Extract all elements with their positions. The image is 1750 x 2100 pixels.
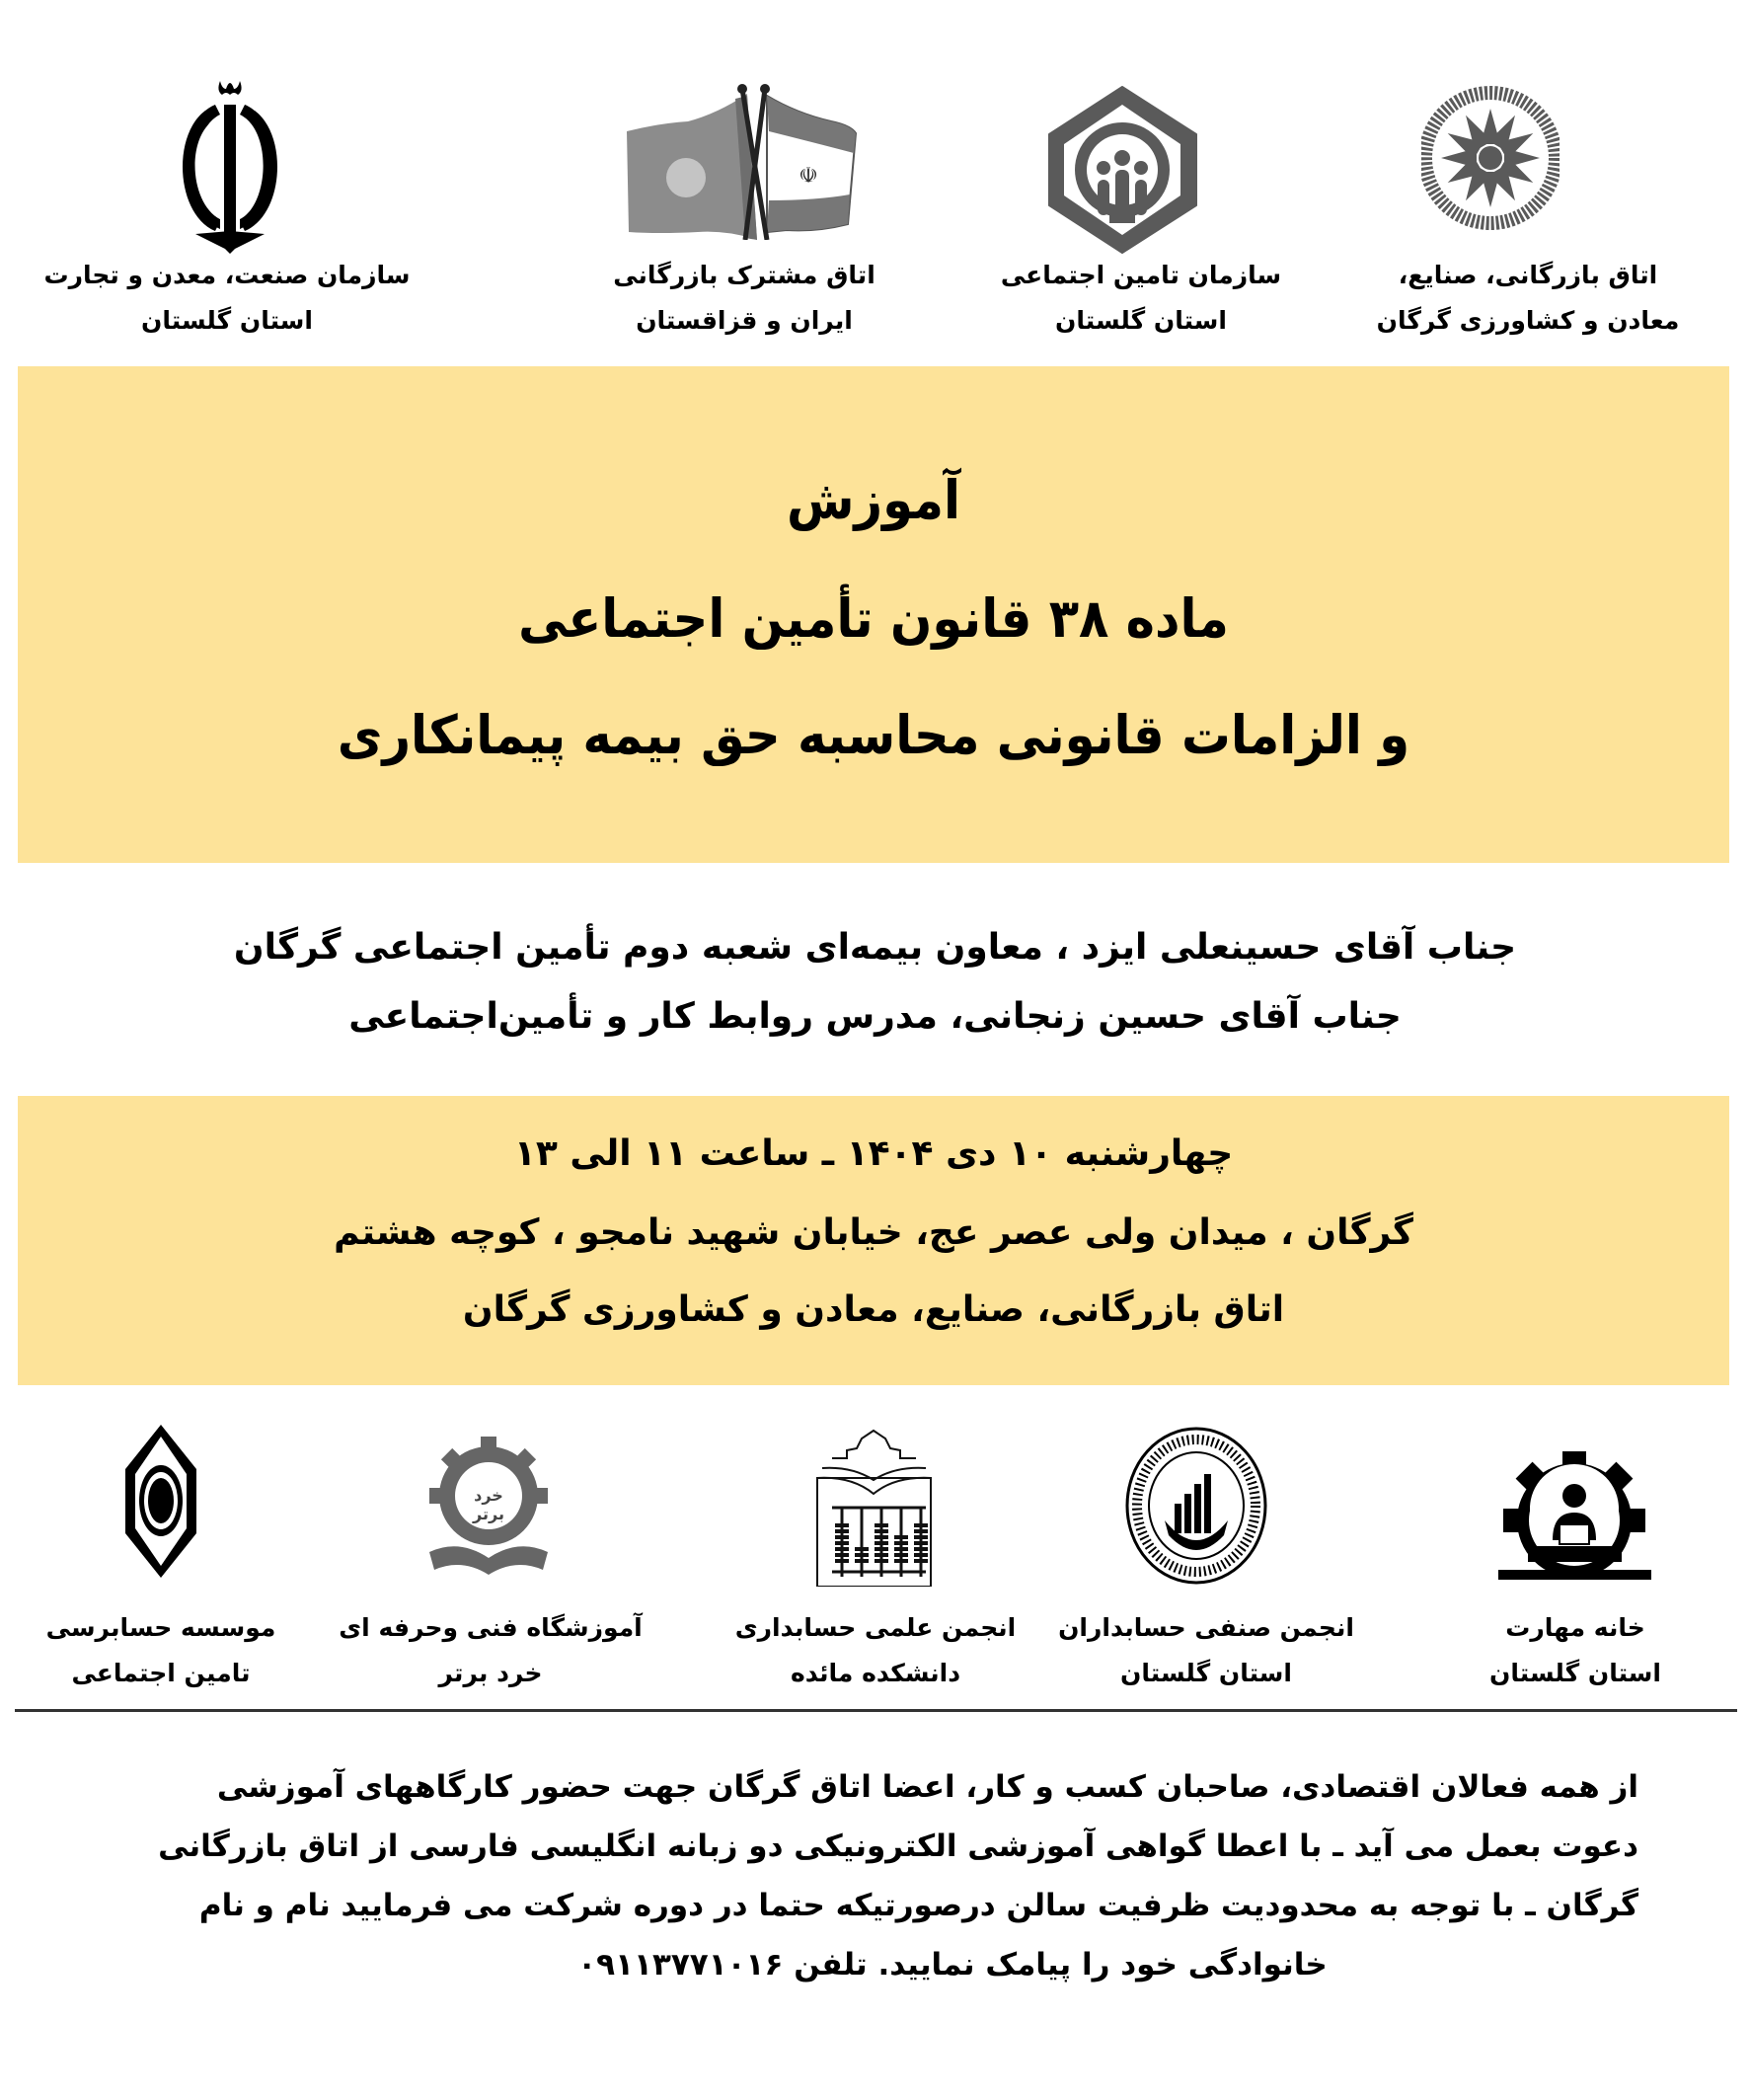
svg-text:☫: ☫ [799, 164, 818, 189]
caption-line: استان گلستان [1489, 1659, 1661, 1687]
event-address: گرگان ، میدان ولی عصر عج، خیابان شهید نامجو ، کوچه هشتم [334, 1212, 1413, 1253]
speaker-2: جناب آقای حسین زنجانی، مدرس روابط کار و تأمین‌اجتماعی [348, 996, 1402, 1037]
caption-line: خرد برتر [438, 1659, 543, 1687]
caption-line: آموزشگاه فنی وحرفه ای [339, 1613, 643, 1642]
title-line-2: ماده ۳۸ قانون تأمین اجتماعی [518, 587, 1229, 650]
iran-emblem-icon [176, 81, 284, 254]
caption-line: استان گلستان [1055, 306, 1227, 335]
event-venue: اتاق بازرگانی، صنایع، معادن و کشاورزی گرگان [462, 1289, 1285, 1330]
accountants-association-seal-icon [1125, 1427, 1268, 1585]
top-logo-caption-2 [613, 253, 875, 344]
audit-institute-logo-icon [121, 1425, 200, 1578]
event-datetime: چهارشنبه ۱۰ دی ۱۴۰۴ ـ ساعت ۱۱ الی ۱۳ [513, 1133, 1234, 1174]
caption-line: موسسه حسابرسی [45, 1613, 276, 1642]
section-divider [15, 1709, 1737, 1712]
skills-house-logo-icon [1488, 1451, 1661, 1588]
caption-line: انجمن علمی حسابداری [734, 1613, 1017, 1642]
bottom-logo-caption-4 [1058, 1605, 1354, 1696]
event-details-banner [18, 1096, 1729, 1385]
caption-line: سازمان تامین اجتماعی [1000, 261, 1282, 289]
top-logo-caption-3 [1001, 253, 1281, 344]
title-line-1: آموزش [786, 469, 961, 531]
title-banner [18, 366, 1729, 863]
bottom-logo-caption-2 [339, 1605, 642, 1696]
caption-line: ایران و قزاقستان [636, 306, 853, 335]
iran-kazakhstan-flags-icon [619, 84, 861, 240]
bottom-logo-caption-3 [735, 1605, 1017, 1696]
invitation-line: گرگان ـ با توجه به محدودیت ظرفیت سالن درصورتیکه حتما در دوره شرکت می فرمایید نام و نام [198, 1888, 1638, 1923]
chamber-of-commerce-logo-icon [1421, 64, 1560, 252]
caption-line: تامین اجتماعی [71, 1659, 251, 1687]
invitation-line-phone: خانوادگی خود را پیامک نمایید. تلفن ۰۹۱۱۳۷۷۱۰۱۶ [577, 1947, 1328, 1983]
caption-line: اتاق بازرگانی، صنایع، [1398, 261, 1658, 289]
top-logo-caption-4 [1377, 253, 1680, 344]
caption-line: خانه مهارت [1505, 1613, 1645, 1642]
bottom-logo-caption-5 [1489, 1605, 1661, 1696]
invitation-paragraph [128, 1757, 1638, 1994]
caption-line: استان گلستان [1120, 1659, 1292, 1687]
title-line-3: و الزامات قانونی محاسبه حق بیمه پیمانکاری [337, 704, 1410, 766]
caption-line: استان گلستان [141, 306, 313, 335]
caption-line: معادن و کشاورزی گرگان [1376, 306, 1680, 335]
abacus-logo-icon [807, 1429, 941, 1587]
social-security-logo-icon [1046, 85, 1199, 255]
invitation-line: دعوت بعمل می آید ـ با اعطا گواهی آموزشی الکترونیکی دو زبانه انگلیسی فارسی از اتاق بازرگانی [158, 1828, 1638, 1864]
kherad-bartar-logo-text: خرد برتر [473, 1486, 504, 1523]
caption-line: انجمن صنفی حسابداران [1058, 1613, 1354, 1642]
bottom-logo-caption-1 [46, 1605, 276, 1696]
speaker-1: جناب آقای حسینعلی ایزد ، معاون بیمه‌ای شعبه دوم تأمین اجتماعی گرگان [233, 927, 1517, 968]
caption-line: اتاق مشترک بازرگانی [613, 261, 875, 289]
caption-line: سازمان صنعت، معدن و تجارت [43, 261, 411, 289]
caption-line: دانشکده مائده [790, 1659, 961, 1687]
top-logo-caption-1 [43, 253, 410, 344]
invitation-line: از همه فعالان اقتصادی، صاحبان کسب و کار، اعضا اتاق گرگان جهت حضور کارگاههای آموزشی [216, 1769, 1638, 1805]
